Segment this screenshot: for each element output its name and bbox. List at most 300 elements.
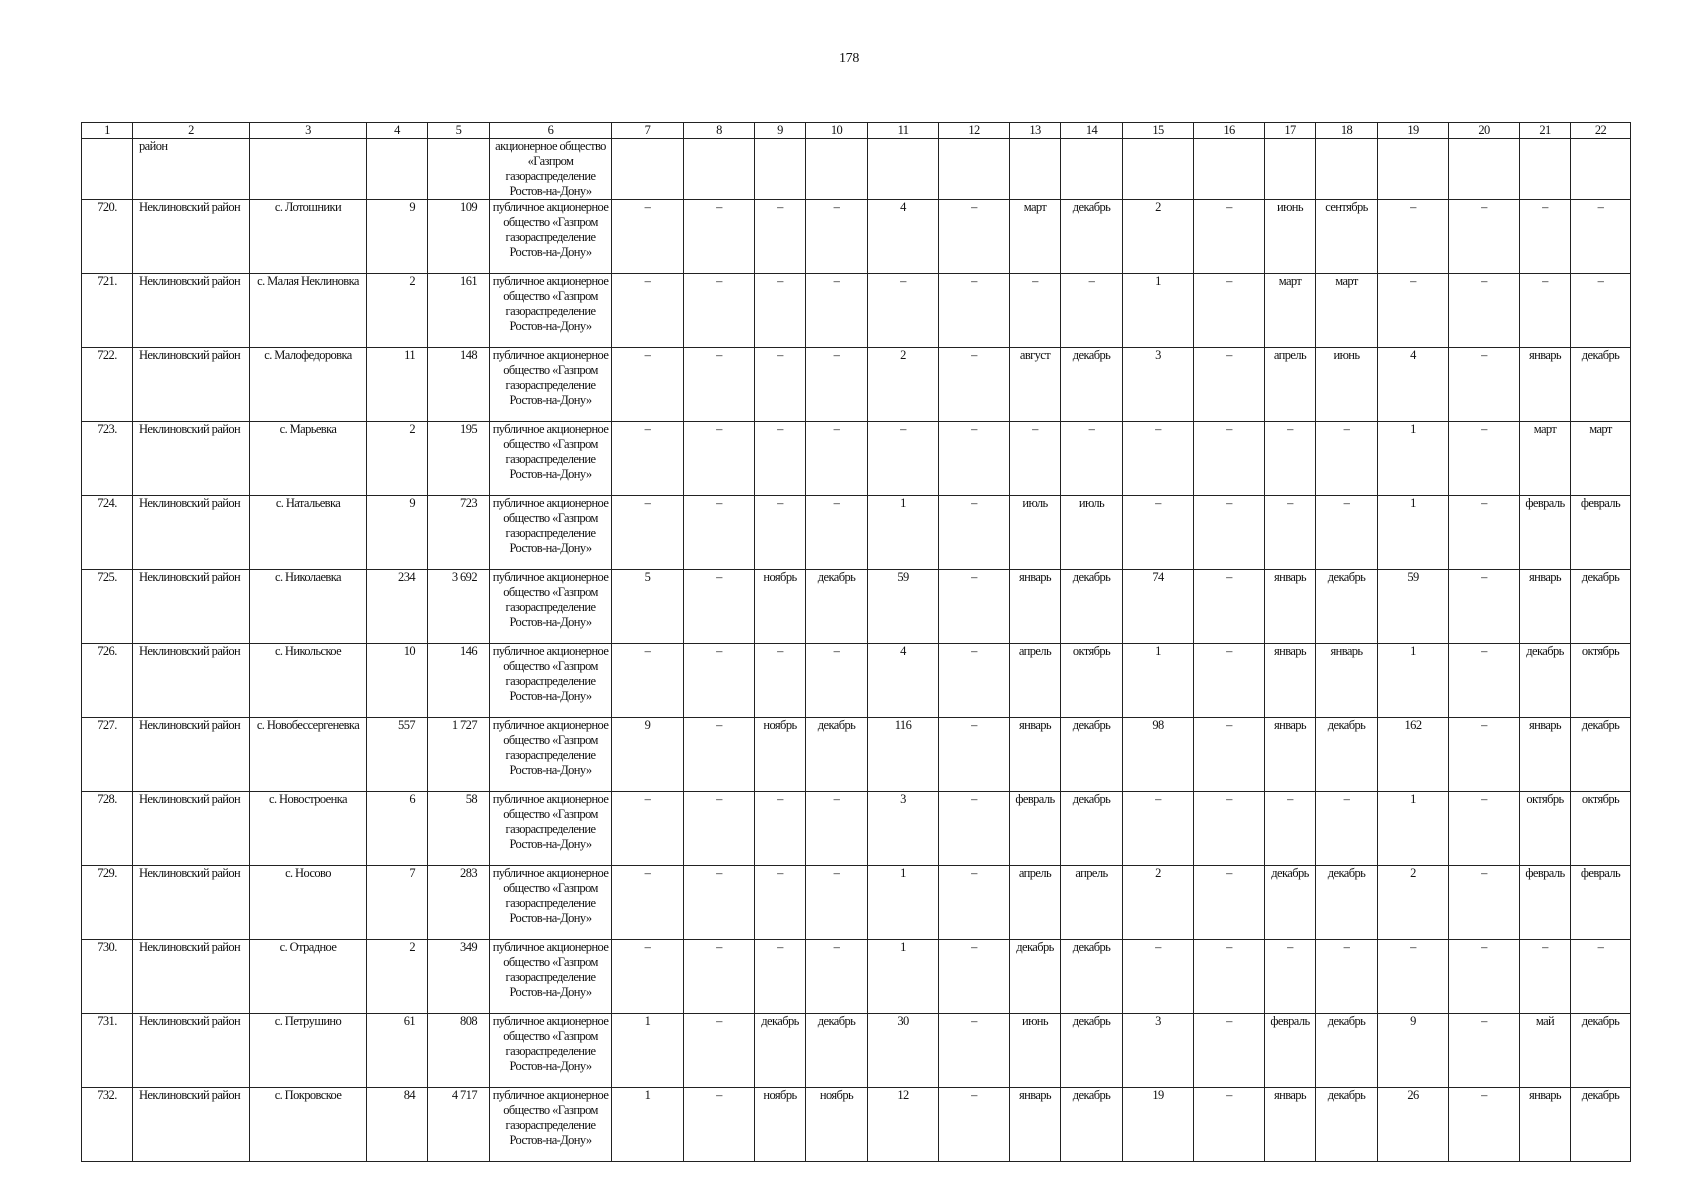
cell-22: декабрь [1571, 348, 1631, 422]
district-cell: Неклиновский район [133, 792, 250, 866]
cell-20: – [1449, 570, 1520, 644]
cell-5: 58 [428, 792, 490, 866]
operator-cell: публичное акционерное общество «Газпром газораспределение Ростов-на-Дону» [490, 792, 612, 866]
cell-16: – [1194, 1014, 1265, 1088]
cell-19: 9 [1378, 1014, 1449, 1088]
cell-22: октябрь [1571, 644, 1631, 718]
cell-19: 26 [1378, 1088, 1449, 1162]
cell-19: – [1378, 940, 1449, 1014]
cell-4: 7 [367, 866, 428, 940]
district-cell: Неклиновский район [133, 1088, 250, 1162]
cell-9: – [755, 792, 806, 866]
operator-cell: публичное акционерное общество «Газпром газораспределение Ростов-на-Дону» [490, 348, 612, 422]
operator-cell: акционерное общество «Газпром газораспределение Ростов-на-Дону» [490, 139, 612, 200]
cell-19: – [1378, 200, 1449, 274]
column-number-3: 3 [250, 123, 367, 139]
operator-cell: публичное акционерное общество «Газпром газораспределение Ростов-на-Дону» [490, 570, 612, 644]
cell-4: 2 [367, 422, 428, 496]
cell-13: июнь [1010, 1014, 1061, 1088]
cell-12: – [939, 422, 1010, 496]
cell-21: декабрь [1520, 644, 1571, 718]
cell-19: 2 [1378, 866, 1449, 940]
cell-20: – [1449, 644, 1520, 718]
column-number-7: 7 [612, 123, 684, 139]
settlement-cell: с. Марьевка [250, 422, 367, 496]
operator-cell: публичное акционерное общество «Газпром газораспределение Ростов-на-Дону» [490, 1088, 612, 1162]
cell-11: 59 [868, 570, 939, 644]
cell-16: – [1194, 940, 1265, 1014]
cell-10: – [806, 940, 868, 1014]
cell-4: 6 [367, 792, 428, 866]
cell-10: – [806, 866, 868, 940]
cell-9: – [755, 866, 806, 940]
cell-12: – [939, 496, 1010, 570]
page-number: 178 [838, 51, 860, 66]
cell-12: – [939, 866, 1010, 940]
cell-20: – [1449, 422, 1520, 496]
cell-7: – [612, 200, 684, 274]
cell-8: – [684, 496, 755, 570]
cell-19: 162 [1378, 718, 1449, 792]
cell-21: октябрь [1520, 792, 1571, 866]
column-number-6: 6 [490, 123, 612, 139]
settlement-cell: с. Лотошники [250, 200, 367, 274]
cell-18: декабрь [1316, 1014, 1378, 1088]
cell-19: 4 [1378, 348, 1449, 422]
cell-7: – [612, 644, 684, 718]
cell-14: декабрь [1061, 792, 1123, 866]
cell-21: – [1520, 940, 1571, 1014]
table-row [82, 422, 1631, 496]
cell-21: январь [1520, 348, 1571, 422]
cell-7: – [612, 422, 684, 496]
cell-17: – [1265, 496, 1316, 570]
column-number-19: 19 [1378, 123, 1449, 139]
cell-14: июль [1061, 496, 1123, 570]
settlement-cell: с. Никольское [250, 644, 367, 718]
settlement-cell: с. Петрушино [250, 1014, 367, 1088]
row-number-cell: 728. [82, 792, 133, 866]
row-number-cell: 725. [82, 570, 133, 644]
row-number-cell: 730. [82, 940, 133, 1014]
cell-4: 557 [367, 718, 428, 792]
cell-22: февраль [1571, 866, 1631, 940]
cell-19: – [1378, 274, 1449, 348]
settlement-cell: с. Малофедоровка [250, 348, 367, 422]
cell-9: ноябрь [755, 1088, 806, 1162]
row-number-cell: 732. [82, 1088, 133, 1162]
cell-8: – [684, 200, 755, 274]
cell-13: июль [1010, 496, 1061, 570]
district-cell: Неклиновский район [133, 274, 250, 348]
cell-15: 2 [1123, 866, 1194, 940]
cell-14: декабрь [1061, 348, 1123, 422]
row-number-cell: 723. [82, 422, 133, 496]
cell-10: – [806, 792, 868, 866]
cell-11: 2 [868, 348, 939, 422]
cell-4: 234 [367, 570, 428, 644]
operator-cell: публичное акционерное общество «Газпром газораспределение Ростов-на-Дону» [490, 940, 612, 1014]
column-number-18: 18 [1316, 123, 1378, 139]
continuation-row [82, 139, 1631, 200]
cell-18: – [1316, 496, 1378, 570]
cell-22: декабрь [1571, 718, 1631, 792]
column-number-9: 9 [755, 123, 806, 139]
cell-13: январь [1010, 570, 1061, 644]
column-number-17: 17 [1265, 123, 1316, 139]
cell-13: декабрь [1010, 940, 1061, 1014]
cell-12: – [939, 1088, 1010, 1162]
cell-15: 19 [1123, 1088, 1194, 1162]
cell-7: – [612, 940, 684, 1014]
cell-14: декабрь [1061, 1088, 1123, 1162]
cell-10: – [806, 422, 868, 496]
cell-5: 109 [428, 200, 490, 274]
cell-5: 146 [428, 644, 490, 718]
cell-13: март [1010, 200, 1061, 274]
table-row [82, 792, 1631, 866]
settlement-cell [250, 139, 367, 200]
cell-15: – [1123, 496, 1194, 570]
cell-12: – [939, 348, 1010, 422]
table-row [82, 1088, 1631, 1162]
operator-cell: публичное акционерное общество «Газпром газораспределение Ростов-на-Дону» [490, 200, 612, 274]
column-number-8: 8 [684, 123, 755, 139]
cell-16: – [1194, 496, 1265, 570]
settlement-cell: с. Новобессергеневка [250, 718, 367, 792]
cell-5: 161 [428, 274, 490, 348]
district-cell: Неклиновский район [133, 1014, 250, 1088]
cell-5: 283 [428, 866, 490, 940]
cell-22: – [1571, 940, 1631, 1014]
cell-11: 4 [868, 200, 939, 274]
cell-9: ноябрь [755, 570, 806, 644]
cell-8: – [684, 644, 755, 718]
table-row [82, 200, 1631, 274]
cell-8: – [684, 422, 755, 496]
cell-20: – [1449, 496, 1520, 570]
cell-21: – [1520, 200, 1571, 274]
cell-8: – [684, 274, 755, 348]
district-cell: Неклиновский район [133, 496, 250, 570]
cell-12: – [939, 570, 1010, 644]
cell-20: – [1449, 1088, 1520, 1162]
cell-22: – [1571, 274, 1631, 348]
cell-16: – [1194, 274, 1265, 348]
cell-13: – [1010, 274, 1061, 348]
cell-17: январь [1265, 718, 1316, 792]
column-number-16: 16 [1194, 123, 1265, 139]
cell-13: апрель [1010, 866, 1061, 940]
cell-12: – [939, 274, 1010, 348]
cell-5: 723 [428, 496, 490, 570]
operator-cell: публичное акционерное общество «Газпром газораспределение Ростов-на-Дону» [490, 866, 612, 940]
cell-10: – [806, 200, 868, 274]
cell-4: 2 [367, 274, 428, 348]
cell-14: апрель [1061, 866, 1123, 940]
cell-7: 9 [612, 718, 684, 792]
column-number-11: 11 [868, 123, 939, 139]
cell-5: 195 [428, 422, 490, 496]
cell-20: – [1449, 1014, 1520, 1088]
cell-9: – [755, 496, 806, 570]
cell-16: – [1194, 200, 1265, 274]
column-number-4: 4 [367, 123, 428, 139]
table-row [82, 274, 1631, 348]
cell-5: 148 [428, 348, 490, 422]
cell-5: 808 [428, 1014, 490, 1088]
cell-17: – [1265, 940, 1316, 1014]
cell-20: – [1449, 274, 1520, 348]
cell-18: декабрь [1316, 866, 1378, 940]
cell-9: – [755, 422, 806, 496]
cell-20: – [1449, 940, 1520, 1014]
cell-4: 9 [367, 496, 428, 570]
cell-10: – [806, 348, 868, 422]
cell-18: январь [1316, 644, 1378, 718]
cell-10: – [806, 644, 868, 718]
cell-5: 1 727 [428, 718, 490, 792]
cell-5: 4 717 [428, 1088, 490, 1162]
cell-17: декабрь [1265, 866, 1316, 940]
cell-4: 10 [367, 644, 428, 718]
column-number-header [82, 123, 1631, 139]
table-row [82, 866, 1631, 940]
table-row [82, 496, 1631, 570]
cell-18: сентябрь [1316, 200, 1378, 274]
column-number-5: 5 [428, 123, 490, 139]
cell-21: – [1520, 274, 1571, 348]
cell-10: декабрь [806, 1014, 868, 1088]
cell-12: – [939, 200, 1010, 274]
cell-7: – [612, 866, 684, 940]
cell-20: – [1449, 792, 1520, 866]
cell-11: 1 [868, 866, 939, 940]
cell-17: январь [1265, 570, 1316, 644]
cell-10: – [806, 274, 868, 348]
cell-14: декабрь [1061, 718, 1123, 792]
district-cell: Неклиновский район [133, 940, 250, 1014]
cell-14: декабрь [1061, 940, 1123, 1014]
cell-7: – [612, 792, 684, 866]
district-cell: Неклиновский район [133, 422, 250, 496]
cell-13: январь [1010, 718, 1061, 792]
cell-7: – [612, 348, 684, 422]
table-row [82, 570, 1631, 644]
cell-9: – [755, 200, 806, 274]
cell-22: – [1571, 200, 1631, 274]
cell-11: – [868, 274, 939, 348]
cell-16: – [1194, 718, 1265, 792]
district-cell: Неклиновский район [133, 570, 250, 644]
cell-15: – [1123, 940, 1194, 1014]
operator-cell: публичное акционерное общество «Газпром газораспределение Ростов-на-Дону» [490, 1014, 612, 1088]
settlement-cell: с. Малая Неклиновка [250, 274, 367, 348]
cell-8: – [684, 792, 755, 866]
cell-21: январь [1520, 570, 1571, 644]
table-row [82, 348, 1631, 422]
cell-14: – [1061, 422, 1123, 496]
district-cell: Неклиновский район [133, 200, 250, 274]
cell-7: 5 [612, 570, 684, 644]
column-number-20: 20 [1449, 123, 1520, 139]
operator-cell: публичное акционерное общество «Газпром газораспределение Ростов-на-Дону» [490, 718, 612, 792]
cell-19: 1 [1378, 644, 1449, 718]
district-cell: Неклиновский район [133, 718, 250, 792]
row-number-cell: 722. [82, 348, 133, 422]
cell-21: февраль [1520, 866, 1571, 940]
cell-18: – [1316, 792, 1378, 866]
cell-14: октябрь [1061, 644, 1123, 718]
cell-7: – [612, 274, 684, 348]
cell-9: ноябрь [755, 718, 806, 792]
column-number-15: 15 [1123, 123, 1194, 139]
column-number-1: 1 [82, 123, 133, 139]
row-number-cell [82, 139, 133, 200]
cell-13: август [1010, 348, 1061, 422]
cell-21: май [1520, 1014, 1571, 1088]
cell-7: 1 [612, 1014, 684, 1088]
district-cell: Неклиновский район [133, 644, 250, 718]
cell-4: 2 [367, 940, 428, 1014]
cell-8: – [684, 1088, 755, 1162]
cell-9: – [755, 348, 806, 422]
settlement-cell: с. Новостроенка [250, 792, 367, 866]
row-number-cell: 724. [82, 496, 133, 570]
district-cell: Неклиновский район [133, 866, 250, 940]
settlement-cell: с. Покровское [250, 1088, 367, 1162]
cell-21: февраль [1520, 496, 1571, 570]
column-number-2: 2 [133, 123, 250, 139]
cell-13: – [1010, 422, 1061, 496]
cell-11: 4 [868, 644, 939, 718]
cell-11: 1 [868, 496, 939, 570]
operator-cell: публичное акционерное общество «Газпром газораспределение Ростов-на-Дону» [490, 274, 612, 348]
cell-12: – [939, 940, 1010, 1014]
cell-15: – [1123, 422, 1194, 496]
cell-18: декабрь [1316, 718, 1378, 792]
cell-4 [367, 139, 428, 200]
table-row [82, 644, 1631, 718]
cell-18: декабрь [1316, 570, 1378, 644]
cell-15: 74 [1123, 570, 1194, 644]
column-number-12: 12 [939, 123, 1010, 139]
cell-5: 3 692 [428, 570, 490, 644]
cell-22: декабрь [1571, 570, 1631, 644]
cell-15: 1 [1123, 274, 1194, 348]
cell-17: – [1265, 792, 1316, 866]
cell-4: 11 [367, 348, 428, 422]
cell-11: 12 [868, 1088, 939, 1162]
cell-18: июнь [1316, 348, 1378, 422]
cell-14: декабрь [1061, 200, 1123, 274]
settlement-cell: с. Носово [250, 866, 367, 940]
row-number-cell: 731. [82, 1014, 133, 1088]
cell-7: – [612, 496, 684, 570]
cell-5: 349 [428, 940, 490, 1014]
cell-7: 1 [612, 1088, 684, 1162]
cell-20: – [1449, 200, 1520, 274]
cell-19: 1 [1378, 422, 1449, 496]
cell-9: – [755, 274, 806, 348]
cell-21: январь [1520, 1088, 1571, 1162]
operator-cell: публичное акционерное общество «Газпром газораспределение Ростов-на-Дону» [490, 644, 612, 718]
cell-10: – [806, 496, 868, 570]
cell-13: февраль [1010, 792, 1061, 866]
cell-17: – [1265, 422, 1316, 496]
column-number-21: 21 [1520, 123, 1571, 139]
cell-8: – [684, 940, 755, 1014]
cell-4: 61 [367, 1014, 428, 1088]
cell-8: – [684, 348, 755, 422]
district-cell: Неклиновский район [133, 348, 250, 422]
cell-11: – [868, 422, 939, 496]
table-row [82, 940, 1631, 1014]
cell-22: декабрь [1571, 1014, 1631, 1088]
row-number-cell: 729. [82, 866, 133, 940]
cell-15: 1 [1123, 644, 1194, 718]
cell-22: март [1571, 422, 1631, 496]
cell-10: декабрь [806, 718, 868, 792]
column-number-14: 14 [1061, 123, 1123, 139]
cell-11: 3 [868, 792, 939, 866]
cell-16: – [1194, 644, 1265, 718]
cell-17: июнь [1265, 200, 1316, 274]
cell-14: декабрь [1061, 1014, 1123, 1088]
row-number-cell: 720. [82, 200, 133, 274]
cell-17: январь [1265, 644, 1316, 718]
cell-16: – [1194, 422, 1265, 496]
cell-16: – [1194, 792, 1265, 866]
cell-15: 2 [1123, 200, 1194, 274]
cell-5 [428, 139, 490, 200]
cell-4: 9 [367, 200, 428, 274]
cell-14: декабрь [1061, 570, 1123, 644]
settlement-cell: с. Натальевка [250, 496, 367, 570]
column-number-22: 22 [1571, 123, 1631, 139]
operator-cell: публичное акционерное общество «Газпром газораспределение Ростов-на-Дону» [490, 422, 612, 496]
header-row [82, 123, 1631, 139]
cell-12: – [939, 644, 1010, 718]
cell-10: декабрь [806, 570, 868, 644]
column-number-13: 13 [1010, 123, 1061, 139]
cell-15: 3 [1123, 348, 1194, 422]
cell-15: – [1123, 792, 1194, 866]
table-row [82, 1014, 1631, 1088]
cell-21: март [1520, 422, 1571, 496]
gasification-schedule-table [81, 122, 1631, 1162]
cell-4: 84 [367, 1088, 428, 1162]
cell-19: 1 [1378, 792, 1449, 866]
row-number-cell: 721. [82, 274, 133, 348]
table-body [82, 139, 1631, 1162]
cell-22: октябрь [1571, 792, 1631, 866]
cell-16: – [1194, 1088, 1265, 1162]
cell-8: – [684, 570, 755, 644]
cell-17: март [1265, 274, 1316, 348]
settlement-cell: с. Отрадное [250, 940, 367, 1014]
operator-cell: публичное акционерное общество «Газпром газораспределение Ростов-на-Дону» [490, 496, 612, 570]
cell-14: – [1061, 274, 1123, 348]
table-row [82, 718, 1631, 792]
cell-19: 1 [1378, 496, 1449, 570]
cell-12: – [939, 1014, 1010, 1088]
cell-13: апрель [1010, 644, 1061, 718]
cell-16: – [1194, 348, 1265, 422]
cell-21: январь [1520, 718, 1571, 792]
cell-17: февраль [1265, 1014, 1316, 1088]
cell-22: февраль [1571, 496, 1631, 570]
